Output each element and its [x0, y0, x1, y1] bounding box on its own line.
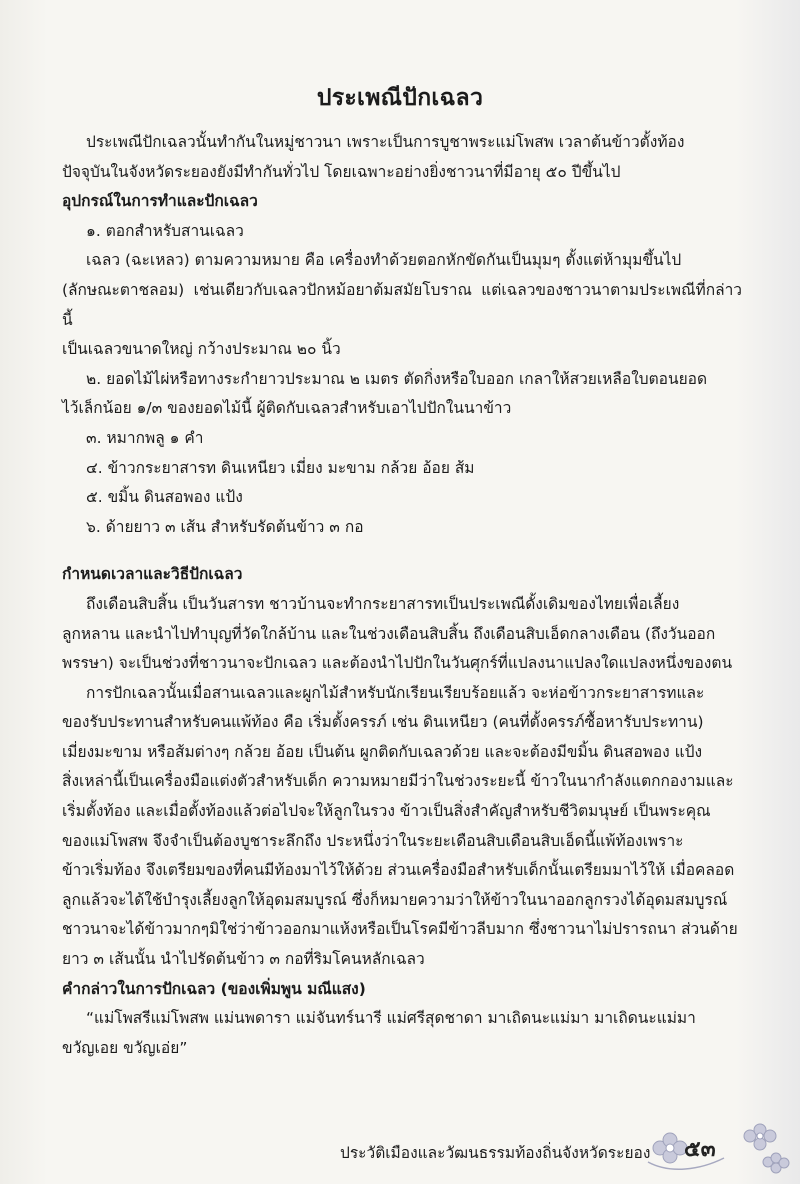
item1-desc-line-3: เป็นเฉลวขนาดใหญ่ กว้างประมาณ ๒๐ นิ้ว: [62, 340, 341, 359]
schedule-p2-line-8: ลูกแล้วจะได้ใช้บำรุงเลี้ยงลูกให้อุดมสมบูรณ์ ซึ่งก็หมายความว่าให้ข้าวในนาออกลูกรวงได้อุดมสมบูรณ์: [62, 890, 728, 909]
schedule-p2-line-9: ชาวนาจะได้ข้าวมากๆมิใช่ว่าข้าวออกมาแห้งหรือเป็นโรคมีข้าวลีบมาก ซึ่งชาวนาไม่ปรารถนา ส่วนด้าย: [62, 920, 738, 939]
schedule-p1-line-2: ลูกหลาน และนำไปทำบุญที่วัดใกล้บ้าน และในช่วงเดือนสิบสิ้น ถึงเดือนสิบเอ็ดกลางเดือน (ถึงวันออก: [62, 624, 716, 643]
schedule-p2-line-2: ของรับประทานสำหรับคนแพ้ท้อง คือ เริ่มตั้งครรภ์ เช่น ดินเหนียว (คนที่ตั้งครรภ์ซื้อหารับประทาน): [62, 713, 704, 732]
list-item-6: ๖. ด้ายยาว ๓ เส้น สำหรับรัดต้นข้าว ๓ กอ: [86, 517, 364, 536]
list-item-5: ๕. ขมิ้น ดินสอพอง แป้ง: [86, 488, 243, 507]
schedule-p2-line-3: เมี่ยงมะขาม หรือส้มต่างๆ กล้วย อ้อย เป็นต้น ผูกติดกับเฉลวด้วย และจะต้องมีขมิ้น ดินสอพอง แป้ง: [62, 742, 703, 761]
footer-book-title: ประวัติเมืองและวัฒนธรรมท้องถิ่นจังหวัดระยอง: [340, 1144, 651, 1162]
list-item-4: ๔. ข้าวกระยาสารท ดินเหนียว เมี่ยง มะขาม กล้วย อ้อย ส้ม: [86, 458, 475, 477]
list-item-3: ๓. หมากพลู ๑ คำ: [86, 428, 204, 447]
schedule-p1-line-1: ถึงเดือนสิบสิ้น เป็นวันสารท ชาวบ้านจะทำกระยาสารทเป็นประเพณีดั้งเดิมของไทยเพื่อเลี้ยง: [86, 594, 680, 613]
invocation-line-2: ขวัญเอย ขวัญเอ่ย”: [62, 1038, 188, 1057]
schedule-p1-line-3: พรรษา) จะเป็นช่วงที่ชาวนาจะปักเฉลว และต้องนำไปปักในวันศุกร์ที่แปลงนาแปลงใดแปลงหนึ่งของตน: [62, 654, 733, 673]
invocation-line-1: “แม่โพสรีแม่โพสพ แม่นพดารา แม่จันทร์นารี แม่ศรีสุดชาดา มาเถิดนะแม่มา มาเถิดนะแม่มา: [86, 1009, 696, 1028]
document-body: [62, 128, 742, 1063]
intro-line-2: ปัจจุบันในจังหวัดระยองยังมีทำกันทั่วไป โดยเฉพาะอย่างยิ่งชาวนาที่มีอายุ ๕๐ ปีขึ้นไป: [62, 162, 621, 181]
schedule-p2-line-7: ข้าวเริ่มท้อง จึงเตรียมของที่คนมีท้องมาไว้ให้ด้วย ส่วนเครื่องมือสำหรับเด็กนั้นเตรียมมาไว้ให้ เมื่อคลอด: [62, 861, 735, 880]
item1-desc-line-2: (ลักษณะตาชลอม) เช่นเดียวกับเฉลวปักหม้อยาต้มสมัยโบราณ แต่เฉลวของชาวนาตามประเพณีที่กล่าวนี้: [62, 280, 742, 329]
intro-line-1: ประเพณีปักเฉลวนั้นทำกันในหมู่ชาวนา เพราะเป็นการบูชาพระแม่โพสพ เวลาต้นข้าวตั้งท้อง: [86, 133, 685, 151]
section-heading-schedule: กำหนดเวลาและวิธีปักเฉลว: [62, 565, 243, 584]
schedule-p2-line-1: การปักเฉลวนั้นเมื่อสานเฉลวและผูกไม้สำหรับนักเรียนเรียบร้อยแล้ว จะห่อข้าวกระยาสารทและ: [86, 683, 705, 702]
schedule-p2-line-5: เริ่มตั้งท้อง และเมื่อตั้งท้องแล้วต่อไปจะให้ลูกในรวง ข้าวเป็นสิ่งสำคัญสำหรับชีวิตมนุษย์ เป็นพระคุณ: [62, 802, 711, 821]
section-spacer: [62, 542, 742, 560]
page-number: ๕๓: [684, 1137, 716, 1162]
list-item-1: ๑. ตอกสำหรับสานเฉลว: [86, 221, 244, 240]
item1-desc-line-1: เฉลว (ฉะเหลว) ตามความหมาย คือ เครื่องทำด้วยตอกหักขัดกันเป็นมุมๆ ตั้งแต่ห้ามุมขึ้นไป: [86, 251, 682, 270]
schedule-p2-line-6: ของแม่โพสพ จึงจำเป็นต้องบูชาระลึกถึง ประหนึ่งว่าในระยะเดือนสิบเดือนสิบเอ็ดนี้แพ้ท้องเพราะ: [62, 831, 684, 850]
section-heading-invocation: คำกล่าวในการปักเฉลว (ของเพิ่มพูน มณีแสง): [62, 979, 366, 998]
schedule-p2-line-4: สิ่งเหล่านี้เป็นเครื่องมือแต่งตัวสำหรับเด็ก ความหมายมีว่าในช่วงระยะนี้ ข้าวในนากำลังแตกกองามและ: [62, 772, 734, 791]
schedule-p2-line-10: ยาว ๓ เส้นนั้น นำไปรัดต้นข้าว ๓ กอที่ริมโคนหลักเฉลว: [62, 950, 425, 969]
list-item-2-line-1: ๒. ยอดไม้ไผ่หรือทางระกำยาวประมาณ ๒ เมตร ตัดกิ่งหรือใบออก เกลาให้สวยเหลือใบตอนยอด: [86, 369, 708, 388]
list-item-2-line-2: ไว้เล็กน้อย ๑/๓ ของยอดไม้นี้ ผู้ติดกับเฉลวสำหรับเอาไปปักในนาข้าว: [62, 399, 512, 418]
page-title: ประเพณีปักเฉลว: [316, 85, 484, 111]
section-heading-equipment: อุปกรณ์ในการทำและปักเฉลว: [62, 192, 258, 211]
